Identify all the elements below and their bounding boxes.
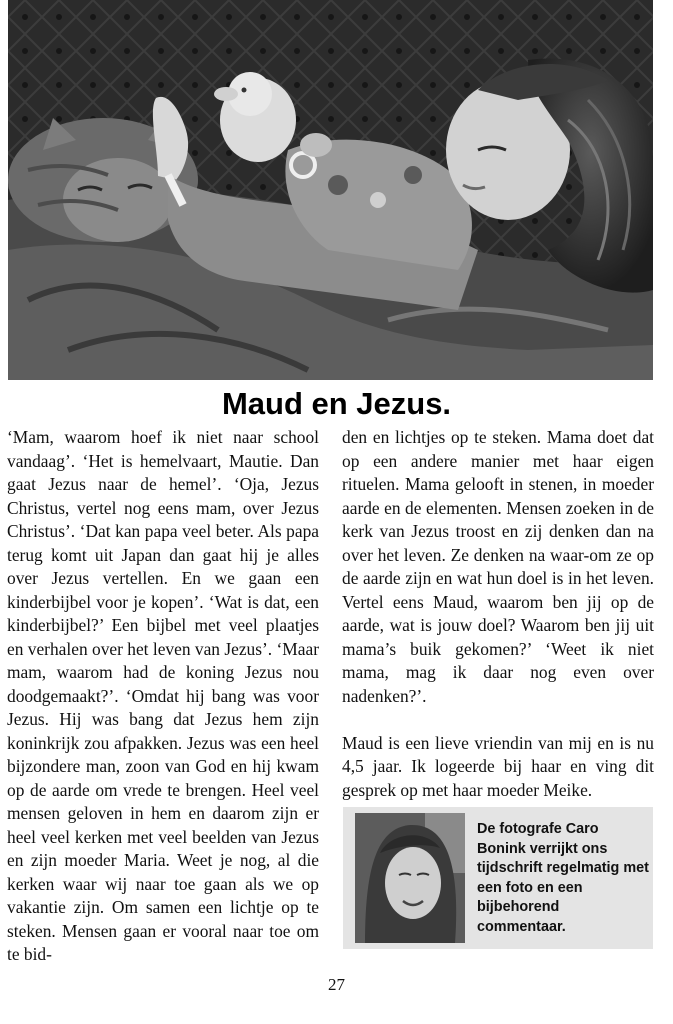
article-paragraph: den en lichtjes op te steken. Mama doet dat op een andere manier met haar eigen rituelen. Mama gelooft in stenen, in moeder aarde en de elementen. Mensen zoeken in de kerk van Jezus troost en zij denken dan na over het leven. Ze denken na waar-om ze op de aarde zijn en wat hun doel is in het leven. Vertel eens Maud, waarom ben jij op de aarde, wat is jouw doel? Waarom ben jij uit mama’s buik gekomen?’ ‘Weet ik niet mama, mag ik daar nog even over nadenken?’. (342, 427, 654, 706)
article-paragraph: ‘Mam, waarom hoef ik niet naar school vandaag’. ‘Het is hemelvaart, Mautie. Dan gaat Jezus naar de hemel’. ‘Oja, Jezus Christus, vertel nog eens mam, over Jezus Christus’. ‘Dat kan papa veel beter. Als papa terug komt uit Japan dan gaat hij je alles over Jezus vertellen. En we gaan een kinderbijbel voor je kopen’. ‘Wat is dat, een kinderbijbel?’ Een bijbel met veel plaatjes en verhalen over het leven van Jezus’. ‘Maar mam, waarom had de koning Jezus nou doodgemaakt?’. ‘Omdat hij bang was voor Jezus. Hij was bang dat Jezus hem zijn koninkrijk zou afpakken. Jezus was een heel bijzondere man, zoon van God en hij kwam op de aarde om vrede te brengen. Heel veel mensen geloven in hem en daarom zijn er heel veel kerken met veel beelden van Jezus en zijn moeder Maria. Weet je nog, al die kerken waar wij naar toe gaan als we op vakantie zijn. Om samen een lichtje op te steken. Mensen gaan er vooral naar toe om te bid- (7, 427, 319, 964)
photographer-portrait-illustration (355, 813, 465, 943)
main-photo-illustration (8, 0, 653, 380)
photographer-caption: De fotografe Caro Bonink verrijkt ons tijdschrift regelmatig met een foto en een bijbehorend commentaar. (477, 821, 649, 935)
article-right-column (342, 426, 654, 802)
page-number: 27 (328, 975, 345, 994)
main-photo (8, 0, 653, 380)
article-paragraph: Maud is een lieve vriendin van mij en is nu 4,5 jaar. Ik logeerde bij haar en ving dit gesprek op met haar moeder Meike. (342, 732, 654, 800)
article-title: Maud en Jezus. (221, 386, 452, 421)
photographer-portrait (355, 813, 465, 943)
photographer-box (343, 807, 653, 949)
article-left-column (7, 426, 319, 967)
